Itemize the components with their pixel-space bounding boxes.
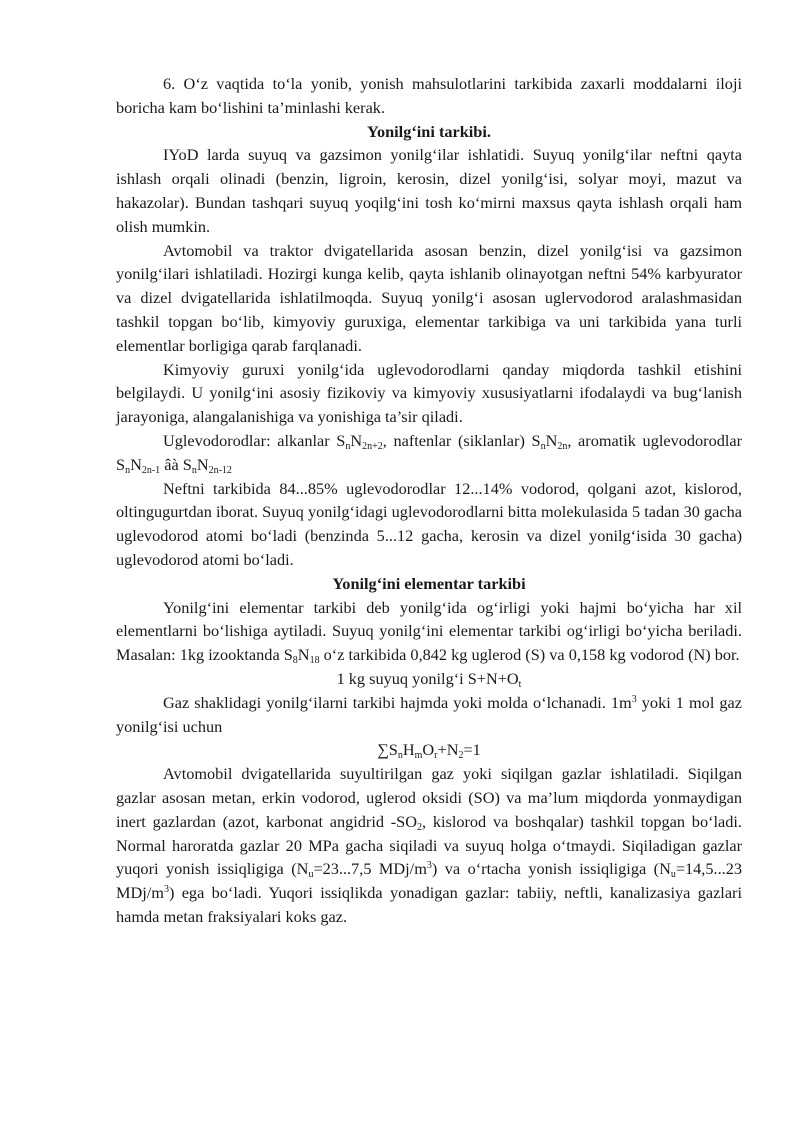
heading-elemental-composition: Yonilg‘ini elementar tarkibi <box>332 573 526 593</box>
heading-fuel-composition: Yonilg‘ini tarkibi. <box>367 121 491 141</box>
paragraph-requirement-6: 6. O‘z vaqtida to‘la yonib, yonish mahsulotlarini tarkibida zaxarli moddalarni iloji boricha kam bo‘lishini ta’minlashi kerak. <box>116 74 742 117</box>
paragraph-oil-composition: Neftni tarkibida 84...85% uglevodorodlar 12...14% vodorod, qolgani azot, kislorod, oltingugurtdan iborat. Suyuq yonilg‘idagi uglevodorodlarni bitta molekulasida 5 tadan 30 gacha uglevodorod atomi bo‘ladi (benzinda 5...12 gacha, kerosin va dizel yonilg‘isida 30 gacha) uglevodorod atomi bo‘ladi. <box>116 478 742 569</box>
paragraph-fuel-types: IYoD larda suyuq va gazsimon yonilg‘ilar ishlatidi. Suyuq yonilg‘ilar neftni qayta ishlash orqali olinadi (benzin, ligroin, kerosin, dizel yonilg‘isi, solyar moyi, mazut va hakazolar). Bundan tashqari suyuq yoqilg‘ini tosh ko‘mirni maxsus qayta ishlash orqali ham olish mumkin. <box>116 145 742 236</box>
paragraph-chemical-group: Kimyoviy guruxi yonilg‘ida uglevodorodlarni qanday miqdorda tashkil etishini belgilaydi. U yonilg‘ini asosiy fizikoviy va kimyoviy xususiyatlarni ifodalaydi va bug‘lanish jarayoniga, alangalanishiga va yonishiga ta’sir qiladi. <box>116 359 742 427</box>
paragraph-hydrocarbons: Uglevodorodlar: alkanlar $S_nN_{2n+2}$, naftenlar (siklanlar) $S_nN_{2n}$, aromatik uglevodorodlar $S_nN_{2n-1}$ âà $S_nN_{2n-12}$ <box>116 430 743 476</box>
formula-liquid-fuel: 1 kg suyuq yonilg‘i $S+N+O_t$ <box>336 668 522 690</box>
paragraph-elemental-definition: Yonilg‘ini elementar tarkibi deb yonilg‘ida og‘irligi yoki hajmi bo‘yicha har xil elementlarni bo‘lishiga aytiladi. Suyuq yonilg‘ini elementar tarkibi og‘irligi bo‘yicha beriladi. Masalan: 1kg izooktanda $S_8N_{18}$ o‘z tarkibida 0,842 kg uglerod (S) va 0,158 kg vodorod (N) bor. <box>116 597 742 667</box>
formula-gas-fuel: $\sum S_nH_mO_r+N_2=1$ <box>377 740 481 762</box>
paragraph-compressed-gases: Avtomobil dvigatellarida suyultirilgan gaz yoki siqilgan gazlar ishlatiladi. Siqilgan gazlar asosan metan, erkin vodorod, uglerod oksidi (SO) va ma’lum miqdorda yonmaydigan inert gazlardan (azot, karbonat angidrid $-SO_2$, kislorod va boshqalar) tashkil topgan bo‘ladi. Normal haroratda gazlar 20 MPa gacha siqiladi va suyuq holga o‘tmaydi. Siqiladigan gazlar yuqori yonish issiqligiga ($N_u=23...7,5$ MDj/$m^3$) va o‘rtacha yonish issiqligiga ($N_u=14,5...23$ MDj/$m^3$) ega bo‘ladi. Yuqori issiqlikda yonadigan gazlar: tabiiy, neftli, kanalizasiya gazlari hamda metan fraksiyalari koks gaz. <box>116 764 742 926</box>
document-page <box>116 72 742 929</box>
paragraph-engine-fuels: Avtomobil va traktor dvigatellarida asosan benzin, dizel yonilg‘isi va gazsimon yonilg‘ilari ishlatiladi. Hozirgi kunga kelib, qayta ishlanib olinayotgan neftni 54% karbyurator va dizel dvigatellarida ishlatilmoqda. Suyuq yonilg‘i asosan uglervodorod aralashmasidan tashkil topgan bo‘lib, kimyoviy guruxiga, elementar tarkibiga va uni tarkibida yana turli elementlar borligiga qarab farqlanadi. <box>116 240 742 355</box>
paragraph-gas-composition: Gaz shaklidagi yonilg‘ilarni tarkibi hajmda yoki molda o‘lchanadi. $1m^3$ yoki 1 mol gaz yonilg‘isi uchun <box>116 692 742 736</box>
